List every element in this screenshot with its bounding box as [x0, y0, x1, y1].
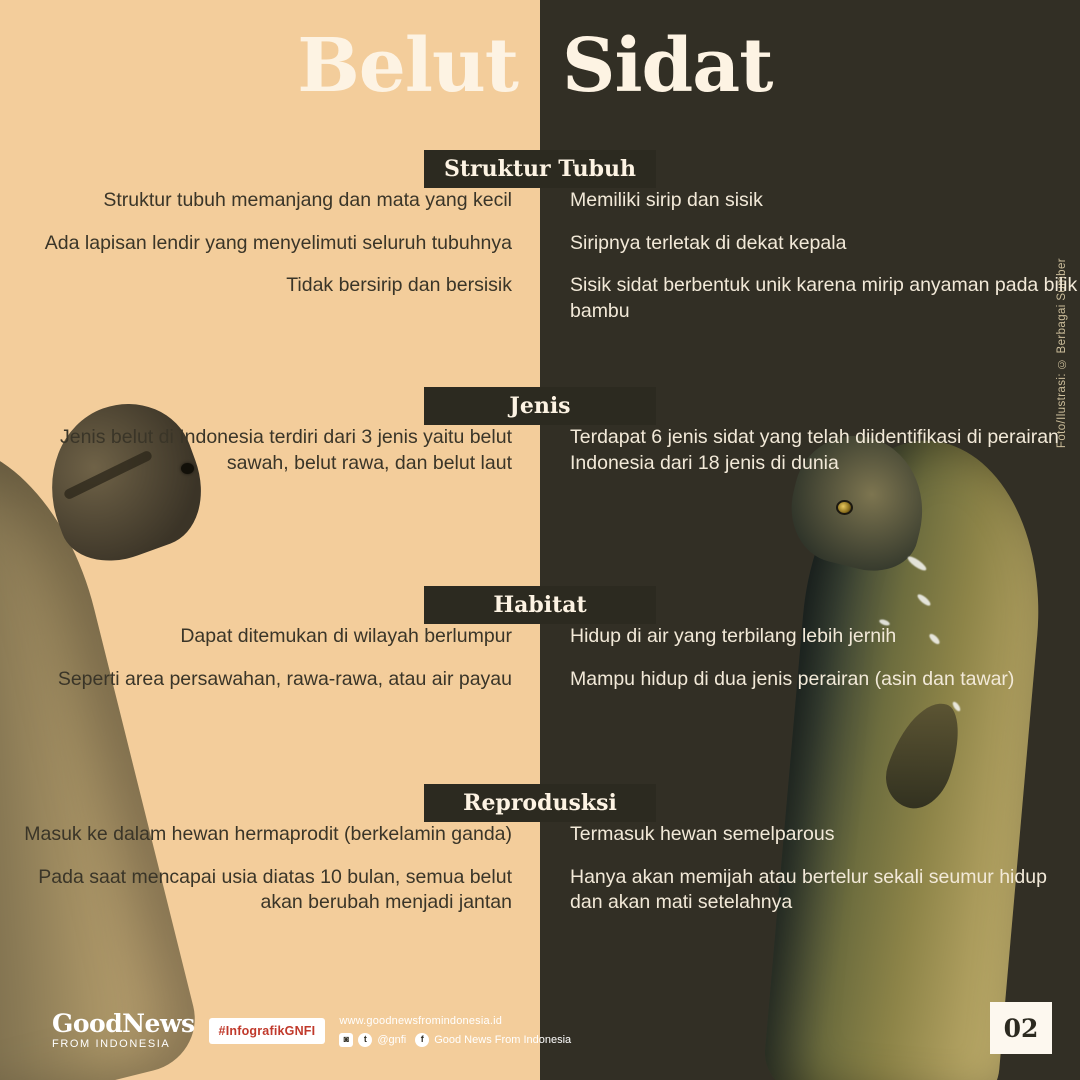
title-belut: Belut: [297, 23, 518, 109]
section-jenis: [0, 387, 1080, 493]
list-item: Pada saat mencapai usia diatas 10 bulan, semua belut akan berubah menjadi jantan: [38, 865, 512, 914]
list-item: Dapat ditemukan di wilayah berlumpur: [180, 625, 512, 647]
list-item: Seperti area persawahan, rawa-rawa, atau air payau: [57, 667, 512, 690]
section-title: Struktur Tubuh: [443, 156, 636, 182]
section-header-band: [0, 150, 1080, 188]
list-item: Struktur tubuh memanjang dan mata yang kecil: [103, 189, 512, 211]
list-item: Masuk ke dalam hewan hermaprodit (berkelamin ganda): [24, 823, 512, 845]
photo-credit: Foto/Ilustrasi: © Berbagai Sumber: [1056, 258, 1068, 449]
brand-logo: [52, 1011, 195, 1050]
belut-column: [0, 188, 540, 342]
instagram-icon[interactable]: ◙: [339, 1033, 353, 1047]
section-habitat: [0, 586, 1080, 709]
section-struktur-tubuh: [0, 150, 1080, 342]
list-item: Hidup di air yang terbilang lebih jernih: [570, 625, 897, 647]
belut-column: [0, 822, 540, 933]
belut-column: [0, 624, 540, 709]
social-info: [339, 1013, 571, 1048]
list-item: Tidak bersirip dan bersisik: [286, 274, 512, 297]
sidat-column: [540, 822, 1080, 933]
page-title: [0, 23, 1080, 109]
social-handle: @gnfi: [377, 1033, 407, 1046]
hashtag-badge: #InfografikGNFI: [209, 1018, 326, 1044]
section-header-band: [0, 586, 1080, 624]
facebook-icon[interactable]: f: [415, 1033, 429, 1047]
brand-name: GoodNews: [52, 1009, 195, 1038]
section-columns: [0, 188, 1080, 342]
sidat-column: [540, 425, 1080, 493]
sidat-eel-eye: [836, 500, 853, 515]
list-item: Sisik sidat berbentuk unik karena mirip anyaman pada bilik bambu: [570, 274, 1078, 323]
list-item: Memiliki sirip dan sisik: [570, 189, 763, 211]
section-title: Jenis: [509, 393, 571, 419]
title-sidat: Sidat: [562, 23, 773, 109]
list-item: Mampu hidup di dua jenis perairan (asin dan tawar): [570, 667, 1015, 690]
list-item: Ada lapisan lendir yang menyelimuti seluruh tubuhnya: [44, 231, 512, 254]
website-url: www.goodnewsfromindonesia.id: [339, 1015, 503, 1027]
page-number: 02: [990, 1002, 1052, 1054]
list-item: Termasuk hewan semelparous: [570, 823, 835, 845]
social-handles: [339, 1032, 571, 1049]
list-item: Jenis belut di Indonesia terdiri dari 3 jenis yaitu belut sawah, belut rawa, dan belut laut: [59, 426, 512, 474]
brand-tagline: FROM INDONESIA: [52, 1038, 171, 1050]
section-header-band: [0, 784, 1080, 822]
list-item: Terdapat 6 jenis sidat yang telah diidentifikasi di perairan Indonesia dari 18 jenis di dunia: [570, 426, 1059, 474]
section-columns: [0, 822, 1080, 933]
sidat-column: [540, 624, 1080, 709]
facebook-page-name: Good News From Indonesia: [434, 1033, 572, 1046]
belut-column: [0, 425, 540, 493]
list-item: Hanya akan memijah atau bertelur sekali seumur hidup dan akan mati setelahnya: [570, 865, 1047, 914]
section-title: Reprodusksi: [463, 790, 617, 816]
sidat-column: [540, 188, 1080, 342]
footer: [52, 1011, 571, 1050]
section-header-band: [0, 387, 1080, 425]
section-title: Habitat: [493, 592, 587, 618]
section-columns: [0, 425, 1080, 493]
twitter-icon[interactable]: t: [358, 1033, 372, 1047]
list-item: Siripnya terletak di dekat kepala: [570, 231, 847, 254]
section-reprodusksi: [0, 784, 1080, 933]
section-columns: [0, 624, 1080, 709]
